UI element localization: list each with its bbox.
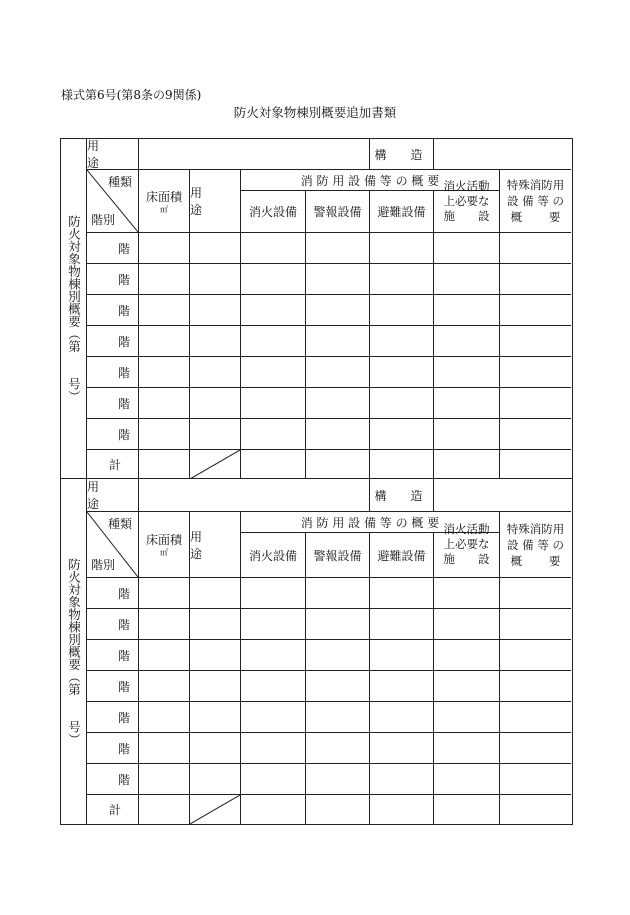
- special-equipment-input[interactable]: [500, 326, 571, 357]
- alarm-input[interactable]: [306, 388, 370, 419]
- floor-suffix: 階: [117, 272, 130, 287]
- fire-activity-input[interactable]: [434, 640, 500, 671]
- alarm-header: 警報設備: [306, 191, 370, 233]
- fire-activity-input[interactable]: [434, 419, 500, 450]
- floor-area-input[interactable]: [139, 733, 190, 764]
- fire-activity-input[interactable]: [434, 609, 500, 640]
- floor-use-input[interactable]: [190, 388, 241, 419]
- floor-label-cell: [87, 609, 139, 640]
- evacuation-input[interactable]: [370, 419, 434, 450]
- floor-area-input[interactable]: [139, 419, 190, 450]
- alarm-input[interactable]: [306, 702, 370, 733]
- floor-label-cell: [87, 264, 139, 295]
- special-equipment-input[interactable]: [500, 764, 571, 795]
- extinguish-input[interactable]: [241, 295, 306, 326]
- alarm-input[interactable]: [306, 419, 370, 450]
- total-extinguish-input[interactable]: [241, 450, 306, 479]
- floor-suffix: 階: [117, 241, 130, 256]
- special-equipment-input[interactable]: [500, 295, 571, 326]
- fire-activity-header: 消火活動 上必要な 施 設: [434, 512, 500, 578]
- form-title: 防火対象物棟別概要追加書類: [233, 105, 397, 120]
- extinguish-input[interactable]: [241, 357, 306, 388]
- floor-use-input[interactable]: [190, 295, 241, 326]
- fire-equipment-group-header: 消 防 用 設 備 等 の 概 要: [241, 512, 500, 533]
- form-number: 様式第6号(第8条の9関係): [61, 88, 202, 102]
- alarm-input[interactable]: [306, 733, 370, 764]
- fire-activity-input[interactable]: [434, 264, 500, 295]
- evacuation-input[interactable]: [370, 264, 434, 295]
- floor-label: 階別: [91, 558, 116, 572]
- use-row-label: 用 途: [87, 479, 139, 512]
- extinguish-input[interactable]: [241, 388, 306, 419]
- floor-label-cell: [87, 764, 139, 795]
- floor-area-input[interactable]: [139, 233, 190, 264]
- floor-suffix: 階: [117, 303, 130, 318]
- total-fire-activity-input[interactable]: [434, 795, 500, 824]
- evacuation-input[interactable]: [370, 671, 434, 702]
- total-evacuation-input[interactable]: [370, 795, 434, 824]
- alarm-input[interactable]: [306, 233, 370, 264]
- floor-area-input[interactable]: [139, 671, 190, 702]
- fire-activity-input[interactable]: [434, 326, 500, 357]
- fire-equipment-group-header: 消 防 用 設 備 等 の 概 要: [241, 170, 500, 191]
- floor-use-input[interactable]: [190, 326, 241, 357]
- total-alarm-input[interactable]: [306, 450, 370, 479]
- building-use-input[interactable]: [139, 139, 370, 170]
- total-label-cell: 計: [87, 450, 139, 479]
- total-label-cell: 計: [87, 795, 139, 824]
- total-alarm-input[interactable]: [306, 795, 370, 824]
- evacuation-input[interactable]: [370, 640, 434, 671]
- floor-use-input[interactable]: [190, 578, 241, 609]
- alarm-input[interactable]: [306, 578, 370, 609]
- floor-suffix: 階: [117, 365, 130, 380]
- total-floor-area-slash: [139, 450, 190, 479]
- extinguish-input[interactable]: [241, 578, 306, 609]
- floor-label-cell: [87, 388, 139, 419]
- floor-use-input[interactable]: [190, 357, 241, 388]
- floor-use-input[interactable]: [190, 702, 241, 733]
- side-label: 防火対象物棟別概要（第 号）: [61, 139, 87, 478]
- extinguish-header: 消火設備: [241, 191, 306, 233]
- floor-suffix: 階: [117, 334, 130, 349]
- floor-label-cell: [87, 671, 139, 702]
- extinguish-input[interactable]: [241, 702, 306, 733]
- evacuation-input[interactable]: [370, 609, 434, 640]
- special-equipment-input[interactable]: [500, 233, 571, 264]
- floor-area-input[interactable]: [139, 388, 190, 419]
- floor-use-input[interactable]: [190, 764, 241, 795]
- fire-activity-input[interactable]: [434, 388, 500, 419]
- square-meter-unit: ㎡: [160, 548, 168, 557]
- extinguish-input[interactable]: [241, 671, 306, 702]
- alarm-input[interactable]: [306, 326, 370, 357]
- special-equipment-header: 特殊消防用 設 備 等 の 概 要: [500, 170, 571, 233]
- floor-use-input[interactable]: [190, 733, 241, 764]
- extinguish-input[interactable]: [241, 326, 306, 357]
- floor-use-input[interactable]: [190, 609, 241, 640]
- floor-suffix: 階: [117, 679, 130, 694]
- special-equipment-input[interactable]: [500, 702, 571, 733]
- evacuation-input[interactable]: [370, 388, 434, 419]
- type-label: 種類: [107, 175, 132, 189]
- floor-label: 階別: [91, 213, 116, 227]
- evacuation-input[interactable]: [370, 295, 434, 326]
- use-column-header: 用 途: [190, 170, 241, 233]
- extinguish-input[interactable]: [241, 733, 306, 764]
- structure-row-label: 構 造: [370, 139, 434, 170]
- extinguish-input[interactable]: [241, 419, 306, 450]
- special-equipment-input[interactable]: [500, 671, 571, 702]
- building-use-input[interactable]: [139, 479, 370, 512]
- fire-activity-input[interactable]: [434, 702, 500, 733]
- evacuation-header: 避難設備: [370, 533, 434, 578]
- floor-label-cell: [87, 295, 139, 326]
- floor-use-input[interactable]: [190, 419, 241, 450]
- alarm-header: 警報設備: [306, 533, 370, 578]
- floor-suffix: 階: [117, 427, 130, 442]
- extinguish-input[interactable]: [241, 264, 306, 295]
- floor-label-cell: [87, 702, 139, 733]
- floor-label-cell: [87, 733, 139, 764]
- floor-label-cell: [87, 326, 139, 357]
- evacuation-header: 避難設備: [370, 191, 434, 233]
- fire-activity-input[interactable]: [434, 357, 500, 388]
- extinguish-header: 消火設備: [241, 533, 306, 578]
- special-equipment-input[interactable]: [500, 357, 571, 388]
- evacuation-input[interactable]: [370, 578, 434, 609]
- special-equipment-input[interactable]: [500, 264, 571, 295]
- structure-input[interactable]: [434, 139, 571, 170]
- floor-suffix: 階: [117, 772, 130, 787]
- floor-area-input[interactable]: [139, 702, 190, 733]
- alarm-input[interactable]: [306, 640, 370, 671]
- floor-area-input[interactable]: [139, 295, 190, 326]
- fire-activity-input[interactable]: [434, 733, 500, 764]
- floor-suffix: 階: [117, 648, 130, 663]
- floor-use-input[interactable]: [190, 671, 241, 702]
- total-evacuation-input[interactable]: [370, 450, 434, 479]
- total-special-input[interactable]: [500, 795, 571, 824]
- fire-activity-input[interactable]: [434, 671, 500, 702]
- floor-suffix: 階: [117, 586, 130, 601]
- special-equipment-input[interactable]: [500, 388, 571, 419]
- alarm-input[interactable]: [306, 357, 370, 388]
- floor-area-header: 床面積 ㎡: [139, 170, 190, 233]
- floor-label-cell: [87, 578, 139, 609]
- floor-area-input[interactable]: [139, 264, 190, 295]
- type-floor-header: [87, 512, 139, 578]
- floor-suffix: 階: [117, 710, 130, 725]
- special-equipment-input[interactable]: [500, 609, 571, 640]
- alarm-input[interactable]: [306, 671, 370, 702]
- alarm-input[interactable]: [306, 295, 370, 326]
- floor-use-input[interactable]: [190, 264, 241, 295]
- type-label: 種類: [107, 517, 132, 531]
- use-row-label: 用 途: [87, 139, 139, 170]
- fire-activity-input[interactable]: [434, 295, 500, 326]
- evacuation-input[interactable]: [370, 233, 434, 264]
- evacuation-input[interactable]: [370, 326, 434, 357]
- structure-row-label: 構 造: [370, 479, 434, 512]
- total-extinguish-input[interactable]: [241, 795, 306, 824]
- floor-area-input[interactable]: [139, 326, 190, 357]
- use-column-header: 用 途: [190, 512, 241, 578]
- alarm-input[interactable]: [306, 764, 370, 795]
- special-equipment-input[interactable]: [500, 578, 571, 609]
- fire-activity-input[interactable]: [434, 578, 500, 609]
- building-summary-block-1: [60, 138, 573, 479]
- floor-suffix: 階: [117, 396, 130, 411]
- total-use-slash: [190, 450, 241, 479]
- floor-use-input[interactable]: [190, 640, 241, 671]
- structure-input[interactable]: [434, 479, 571, 512]
- floor-label-cell: [87, 357, 139, 388]
- floor-label-cell: [87, 233, 139, 264]
- special-equipment-input[interactable]: [500, 419, 571, 450]
- floor-area-input[interactable]: [139, 609, 190, 640]
- floor-area-input[interactable]: [139, 357, 190, 388]
- type-floor-header: [87, 170, 139, 233]
- extinguish-input[interactable]: [241, 640, 306, 671]
- square-meter-unit: ㎡: [160, 204, 168, 214]
- floor-suffix: 階: [117, 617, 130, 632]
- total-special-input[interactable]: [500, 450, 571, 479]
- evacuation-input[interactable]: [370, 702, 434, 733]
- floor-area-input[interactable]: [139, 578, 190, 609]
- evacuation-input[interactable]: [370, 357, 434, 388]
- total-floor-area-slash: [139, 795, 190, 824]
- total-fire-activity-input[interactable]: [434, 450, 500, 479]
- extinguish-input[interactable]: [241, 233, 306, 264]
- fire-activity-header: 消火活動 上必要な 施 設: [434, 170, 500, 233]
- building-summary-block-2: [60, 478, 573, 825]
- evacuation-input[interactable]: [370, 733, 434, 764]
- fire-activity-input[interactable]: [434, 764, 500, 795]
- alarm-input[interactable]: [306, 264, 370, 295]
- total-use-slash: [190, 795, 241, 824]
- fire-activity-input[interactable]: [434, 233, 500, 264]
- side-label: 防火対象物棟別概要（第 号）: [61, 479, 87, 824]
- alarm-input[interactable]: [306, 609, 370, 640]
- floor-area-input[interactable]: [139, 640, 190, 671]
- floor-suffix: 階: [117, 741, 130, 756]
- extinguish-input[interactable]: [241, 764, 306, 795]
- special-equipment-input[interactable]: [500, 640, 571, 671]
- floor-label-cell: [87, 640, 139, 671]
- floor-area-header: 床面積 ㎡: [139, 512, 190, 578]
- evacuation-input[interactable]: [370, 764, 434, 795]
- special-equipment-input[interactable]: [500, 733, 571, 764]
- extinguish-input[interactable]: [241, 609, 306, 640]
- floor-area-input[interactable]: [139, 764, 190, 795]
- floor-label-cell: [87, 419, 139, 450]
- special-equipment-header: 特殊消防用 設 備 等 の 概 要: [500, 512, 571, 578]
- floor-use-input[interactable]: [190, 233, 241, 264]
